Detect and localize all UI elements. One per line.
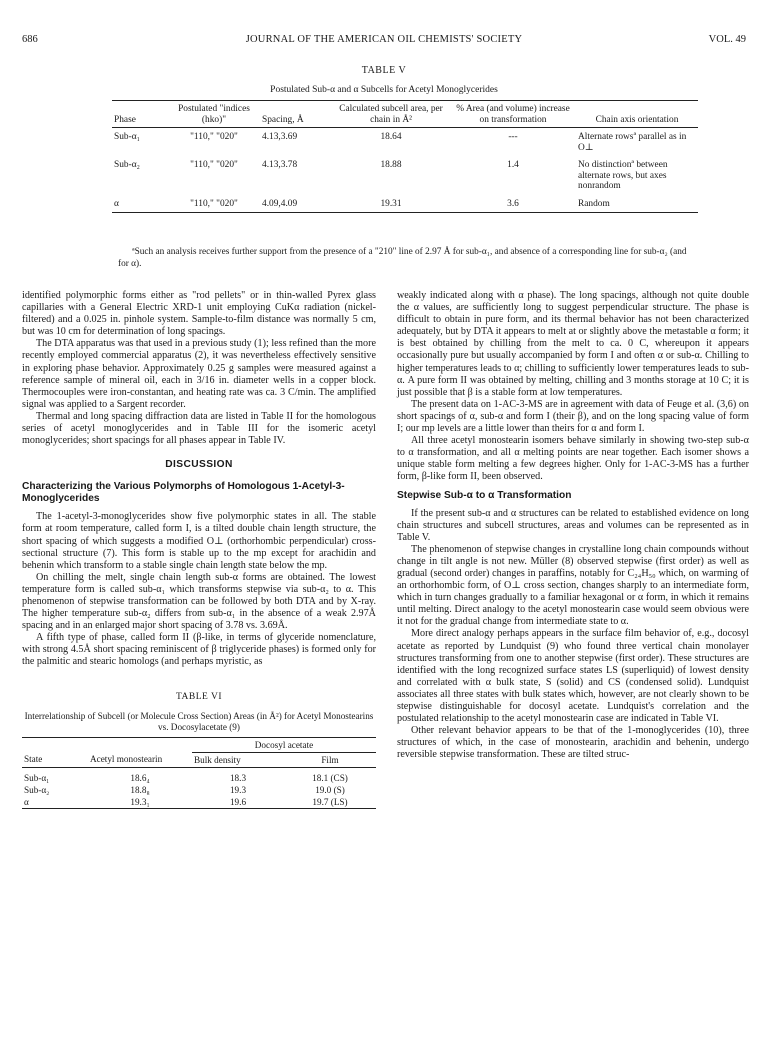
table6-header-row <box>22 752 376 767</box>
cell-bulk: 19.6 <box>229 797 247 808</box>
cell-state: α <box>24 797 29 808</box>
journal-title: JOURNAL OF THE AMERICAN OIL CHEMISTS' SOCIETY <box>245 34 523 45</box>
paragraph: The DTA apparatus was that used in a previous study (1); less refined than the more recently employed commercial apparatus (2), it was nevertheless effectively sensitive in exploring phase behavior. Approximately 0.25 g samples were measured against a reference sample of mineral oil, each in 3/16 in. diameter wells in a copper block. Thermocouples were iron-constantan, and heating rate was ca. 3 C/min. The amplified signal was applied to a Sargent recorder. <box>22 338 376 410</box>
paragraph: weakly indicated along with α phase). The long spacings, although not quite double the α values, are sufficiently long to suggest perpendicular structure. The phase is difficult to obtain in pure form, and its thermal behavior has not been characterized adequately, but by DTA it appears to melt at or slightly above the metastable α form; it is best obtained by chilling from the melt to ca. 0 C, whereupon it appears occasionally pure but usually accompanied by form I and often α or sub-α. Chilling to higher temperatures leads to α; chilling to sufficiently lower temperatures leads to sub-α. A pure form II was obtained by melting, chilling and 3 months storage at 10 C; it is just possible that β is a stable form at low temperatures. <box>397 290 749 398</box>
table-row <box>112 156 698 195</box>
table5-header-row <box>112 101 698 128</box>
subsection-heading: Characterizing the Various Polymorphs of Homologous 1-Acetyl-3-Monoglycerides <box>22 481 345 505</box>
table5-header-orient: Chain axis orientation <box>595 114 679 125</box>
table6-group-header: Docosyl acetate <box>192 737 376 752</box>
cell-pct: --- <box>508 132 518 143</box>
paragraph: If the present sub-α and α structures can be related to established evidence on long chain structures and subcell structures, areas and volumes can be represented as in Table V. <box>397 507 749 543</box>
table6-group-header-row <box>22 737 376 752</box>
table5-header-spacing: Spacing, Å <box>262 114 304 125</box>
cell-indices: "110," "020" <box>190 160 238 171</box>
cell-spacing: 4.13,3.78 <box>262 160 298 171</box>
table6-header-state: State <box>24 754 43 765</box>
table5-caption: Postulated Sub-α and α Subcells for Acetyl Monoglycerides <box>270 85 498 95</box>
cell-acetyl: 18.8₈ <box>130 784 150 795</box>
table5-header-phase: Phase <box>114 114 136 125</box>
table5-header-pct: % Area (and volume) increase on transformation <box>456 104 570 125</box>
cell-area: 18.64 <box>380 132 402 143</box>
table6-header-bulk: Bulk density <box>194 754 241 765</box>
cell-film: 18.1 (CS) <box>312 772 348 783</box>
cell-spacing: 4.13,3.69 <box>262 132 298 143</box>
paragraph: identified polymorphic forms either as "rod pellets" or in thin-walled Pyrex glass capillaries with a General Electric XRD-1 unit employing CuKα radiation (nickel-filtered) and a 0.025 in. pinhole system. Sample-to-film distance was normally 5 cm, but was 10 cm for determination of long spacings. <box>22 290 376 338</box>
table6-title: TABLE VI <box>175 691 223 702</box>
running-header <box>22 34 746 48</box>
paragraph: The 1-acetyl-3-monoglycerides show five polymorphic states in all. The stable form at room temperature, called form I, is a tilted double chain length structure, the short spacing of which suggests a modified O⊥ (orthorhombic perpendicular) cross-sectional structure (7). This form is stable up to the mp except for arachidin and behenin which transform to a stable single chain length state below the mp. <box>22 511 376 571</box>
paragraph: Other relevant behavior appears to be that of the 1-monoglycerides (10), three structures of which, in the case of monostearin, arachidin and behenin, undergo reversible stepwise transformation. These are tilted struc- <box>397 725 749 761</box>
cell-area: 19.31 <box>380 198 402 209</box>
table-row <box>112 195 698 213</box>
paragraph: Thermal and long spacing diffraction data are listed in Table II for the homologous series of acetyl monoglycerides and in Table III for the isomeric acetyl monoglycerides; short spacings for all phases appear in Table IV. <box>22 410 376 447</box>
table6-header-acetyl: Acetyl monostearin <box>90 754 163 765</box>
cell-bulk: 19.3 <box>229 784 247 795</box>
paragraph: More direct analogy perhaps appears in the surface film behavior of, e.g., docosyl acetate as reported by Lundquist (9) who found three vertical chain monolayer structures transforming from one to another stepwise (first order). These structures are identified with the long recognized surface states LS (superliquid) of lowest density and correlated with α bulk state, S (solid) and CS (condensed solid). Lundquist associates all three states with bulk states which, however, are not clearly shown to be stepwise distinguishable for docosyl acetate. Lundquist's correlation and the postulated relationship to the acetyl monostearin case are indicated in Table VI. <box>397 628 749 725</box>
cell-phase: α <box>114 198 119 209</box>
cell-acetyl: 19.3₁ <box>130 797 150 808</box>
table5-header-area: Calculated subcell area, per chain in Å² <box>339 104 443 125</box>
cell-bulk: 18.3 <box>229 772 247 783</box>
cell-state: Sub-α₁ <box>24 772 50 783</box>
cell-spacing: 4.09,4.09 <box>262 198 298 209</box>
cell-area: 18.88 <box>380 160 402 171</box>
paragraph: All three acetyl monostearin isomers behave similarly in showing two-step sub-α to α transformation, and all α melting points are near together. Each isomer shows a unique stable form melting a few degrees higher. Only for 1-AC-3-MS has a further form, β-like form II, been observed. <box>397 435 749 483</box>
right-column <box>397 290 749 761</box>
cell-acetyl: 18.6₄ <box>130 772 150 783</box>
section-heading-discussion: DISCUSSION <box>165 459 233 471</box>
cell-pct: 1.4 <box>507 160 519 171</box>
table5-title: TABLE V <box>361 65 407 76</box>
table-row <box>22 796 376 809</box>
table6-caption: Interrelationship of Subcell (or Molecule Cross Section) Areas (in Å²) for Acetyl Monostearins vs. Docosylacetate (9) <box>24 710 374 732</box>
table-row <box>112 128 698 157</box>
cell-orient: No distinctionª between alternate rows, but axes nonrandom <box>578 160 668 192</box>
cell-phase: Sub-α₂ <box>114 160 140 171</box>
page-number: 686 <box>22 34 38 45</box>
paragraph: The phenomenon of stepwise changes in crystalline long chain compounds without change in tilt angle is not new. Müller (8) observed stepwise (first order) as well as gradual (second order) changes in paraffins, notably for C₂₄H₅₀ which, on warming of an orthorhombic form, of O⊥ cross section, changes sharply to an intermediate form, which in turn changes gradually to a familiar hexagonal or α form, in which it remains until melting. Direct analogy to the acetyl monostearin case would seem obvious were it not for the gradual change from intermediate state to α. <box>397 543 749 628</box>
subsection-heading: Stepwise Sub-α to α Transformation <box>397 489 572 501</box>
paragraph: On chilling the melt, single chain length sub-α forms are obtained. The lowest temperature form is called sub-α₁ which transforms stepwise via sub-α₂ to α. This phenomenon of stepwise transformation can be followed by both DTA and by X-ray. The higher temperature sub-α₂ differs from sub-α₁ in the absence of a weak 2.97Å spacing and in an enlarged major short spacing of 3.78 vs. 3.69Å. <box>22 571 376 632</box>
table6-header-film: Film <box>321 754 339 765</box>
table-row <box>22 784 376 796</box>
cell-orient: Alternate rowsª parallel as in O⊥ <box>578 132 687 153</box>
cell-indices: "110," "020" <box>190 198 238 209</box>
cell-film: 19.7 (LS) <box>312 797 348 808</box>
cell-state: Sub-α₂ <box>24 784 50 795</box>
table5 <box>112 100 698 213</box>
cell-indices: "110," "020" <box>190 132 238 143</box>
volume-label: VOL. 49 <box>708 34 746 45</box>
table-row <box>22 767 376 784</box>
table5-header-indices: Postulated "indices (hko)" <box>178 104 250 125</box>
cell-film: 19.0 (S) <box>315 784 345 795</box>
table6 <box>22 737 376 810</box>
cell-orient: Random <box>578 198 610 209</box>
paragraph: The present data on 1-AC-3-MS are in agreement with data of Feuge et al. (3,6) on short spacings of α, sub-α and form I (their β), and on the long spacing value of form I; our mp levels are a little lower than theirs for α and form I. <box>397 398 749 435</box>
paragraph: A fifth type of phase, called form II (β-like, in terms of glyceride nomenclature, with strong 4.5Å short spacing reminiscent of β triglyceride phases) is formed only for the palmitic and stearic homologs (and perhaps myristic, as <box>22 632 376 668</box>
left-column <box>22 290 376 809</box>
cell-pct: 3.6 <box>507 198 519 209</box>
cell-phase: Sub-α₁ <box>114 132 140 143</box>
table5-footnote: ªSuch an analysis receives further support from the presence of a "210" line of 2.97 Å for sub-α₁, and absence of a corresponding line for sub-α₂ (and for α). <box>118 247 687 269</box>
